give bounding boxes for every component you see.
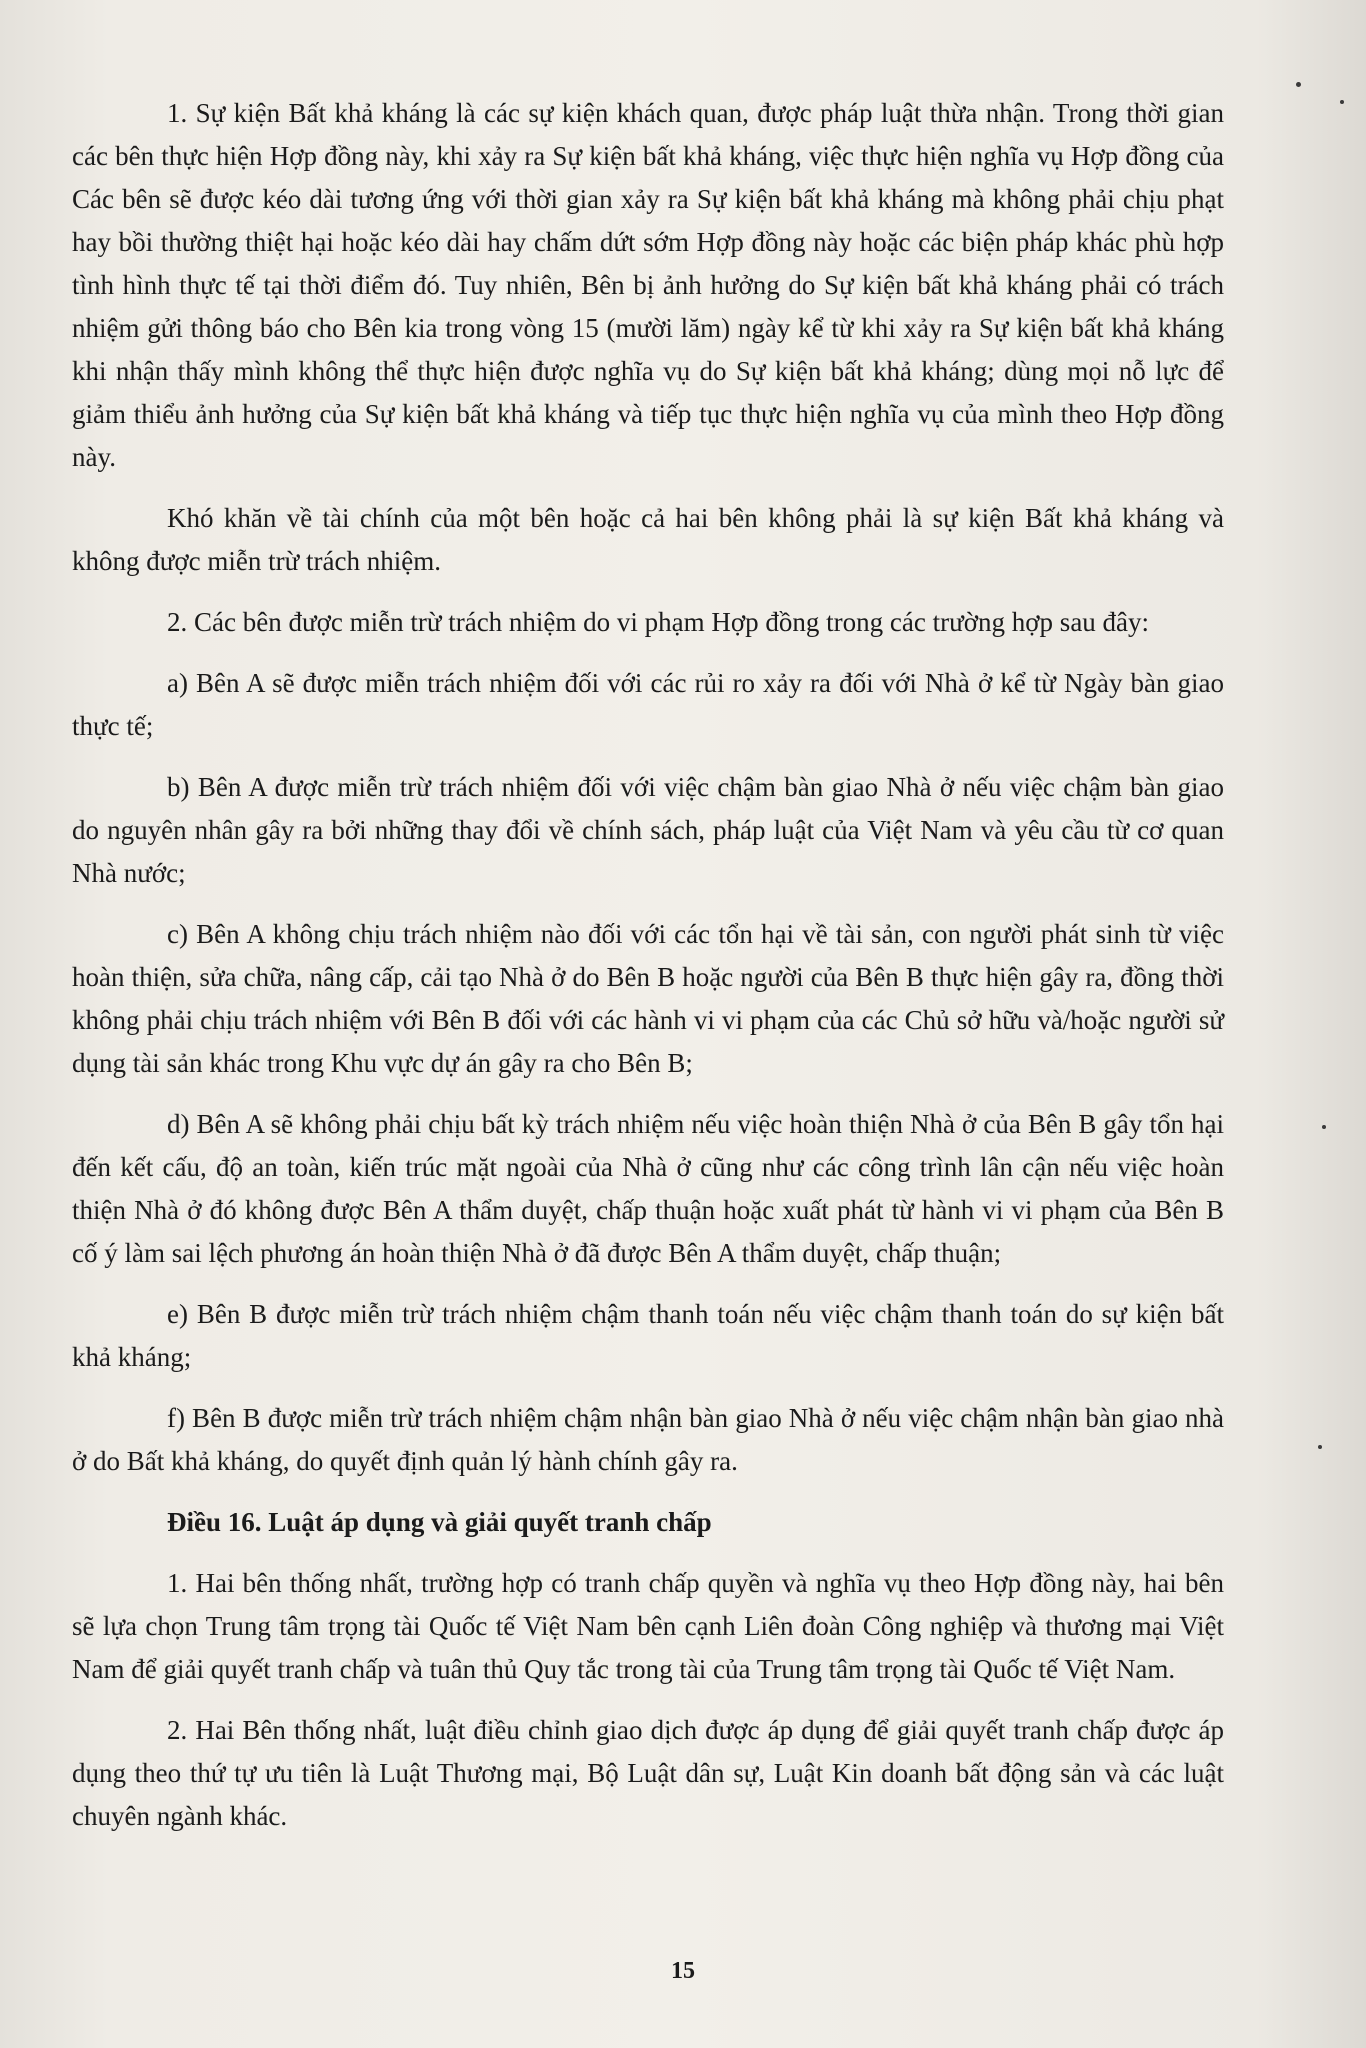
scan-speck [1318,1445,1322,1449]
paragraph-exemption-f: f) Bên B được miễn trừ trách nhiệm chậm nhận bàn giao Nhà ở nếu việc chậm nhận bàn giao nhà ở do Bất khả kháng, do quyết định quản lý hành chính gây ra. [72,1403,1224,1476]
document-body [72,92,1224,1856]
paragraph-dispute-arbitration: 1. Hai bên thống nhất, trường hợp có tranh chấp quyền và nghĩa vụ theo Hợp đồng này, hai bên sẽ lựa chọn Trung tâm trọng tài Quốc tế Việt Nam bên cạnh Liên đoàn Công nghiệp và thương mại Việt Nam để giải quyết tranh chấp và tuân thủ Quy tắc trong tài của Trung tâm trọng tài Quốc tế Việt Nam. [72,1568,1224,1684]
scan-speck [1296,82,1301,87]
paragraph-exemption-b: b) Bên A được miễn trừ trách nhiệm đối với việc chậm bàn giao Nhà ở nếu việc chậm bàn giao do nguyên nhân gây ra bởi những thay đổi về chính sách, pháp luật của Việt Nam và yêu cầu từ cơ quan Nhà nước; [72,772,1224,888]
paragraph-exemption-e: e) Bên B được miễn trừ trách nhiệm chậm thanh toán nếu việc chậm thanh toán do sự kiện bất khả kháng; [72,1299,1224,1372]
scan-speck [1340,100,1344,104]
paragraph-financial-difficulty: Khó khăn về tài chính của một bên hoặc cả hai bên không phải là sự kiện Bất khả kháng và không được miễn trừ trách nhiệm. [72,503,1224,576]
paragraph-exemption-a: a) Bên A sẽ được miễn trách nhiệm đối với các rủi ro xảy ra đối với Nhà ở kể từ Ngày bàn giao thực tế; [72,668,1224,741]
scan-speck [1322,1125,1326,1129]
article-16-heading: Điều 16. Luật áp dụng và giải quyết tranh chấp [167,1507,712,1537]
paragraph-exemption-c: c) Bên A không chịu trách nhiệm nào đối với các tổn hại về tài sản, con người phát sinh từ việc hoàn thiện, sửa chữa, nâng cấp, cải tạo Nhà ở do Bên B hoặc người của Bên B thực hiện gây ra, đồng thời không phải chịu trách nhiệm với Bên B đối với các hành vi vi phạm của các Chủ sở hữu và/hoặc người sử dụng tài sản khác trong Khu vực dự án gây ra cho Bên B; [72,919,1224,1078]
paragraph-governing-law: 2. Hai Bên thống nhất, luật điều chỉnh giao dịch được áp dụng để giải quyết tranh chấp được áp dụng theo thứ tự ưu tiên là Luật Thương mại, Bộ Luật dân sự, Luật Kin doanh bất động sản và các luật chuyên ngành khác. [72,1715,1224,1831]
page-number: 15 [671,1958,695,1984]
paragraph-exemption-d: d) Bên A sẽ không phải chịu bất kỳ trách nhiệm nếu việc hoàn thiện Nhà ở của Bên B gây tổn hại đến kết cấu, độ an toàn, kiến trúc mặt ngoài của Nhà ở cũng như các công trình lân cận nếu việc hoàn thiện Nhà ở đó không được Bên A thẩm duyệt, chấp thuận hoặc xuất phát từ hành vi vi phạm của Bên B cố ý làm sai lệch phương án hoàn thiện Nhà ở đã được Bên A thẩm duyệt, chấp thuận; [72,1109,1224,1268]
paragraph-force-majeure-definition: 1. Sự kiện Bất khả kháng là các sự kiện khách quan, được pháp luật thừa nhận. Trong thời gian các bên thực hiện Hợp đồng này, khi xảy ra Sự kiện bất khả kháng, việc thực hiện nghĩa vụ Hợp đồng của Các bên sẽ được kéo dài tương ứng với thời gian xảy ra Sự kiện bất khả kháng mà không phải chịu phạt hay bồi thường thiệt hại hoặc kéo dài hay chấm dứt sớm Hợp đồng này hoặc các biện pháp khác phù hợp tình hình thực tế tại thời điểm đó. Tuy nhiên, Bên bị ảnh hưởng do Sự kiện bất khả kháng phải có trách nhiệm gửi thông báo cho Bên kia trong vòng 15 (mười lăm) ngày kể từ khi xảy ra Sự kiện bất khả kháng khi nhận thấy mình không thể thực hiện được nghĩa vụ do Sự kiện bất khả kháng; dùng mọi nỗ lực để giảm thiểu ảnh hưởng của Sự kiện bất khả kháng và tiếp tục thực hiện nghĩa vụ của mình theo Hợp đồng này. [72,98,1224,472]
paragraph-exemption-intro: 2. Các bên được miễn trừ trách nhiệm do vi phạm Hợp đồng trong các trường hợp sau đây: [167,607,1150,637]
